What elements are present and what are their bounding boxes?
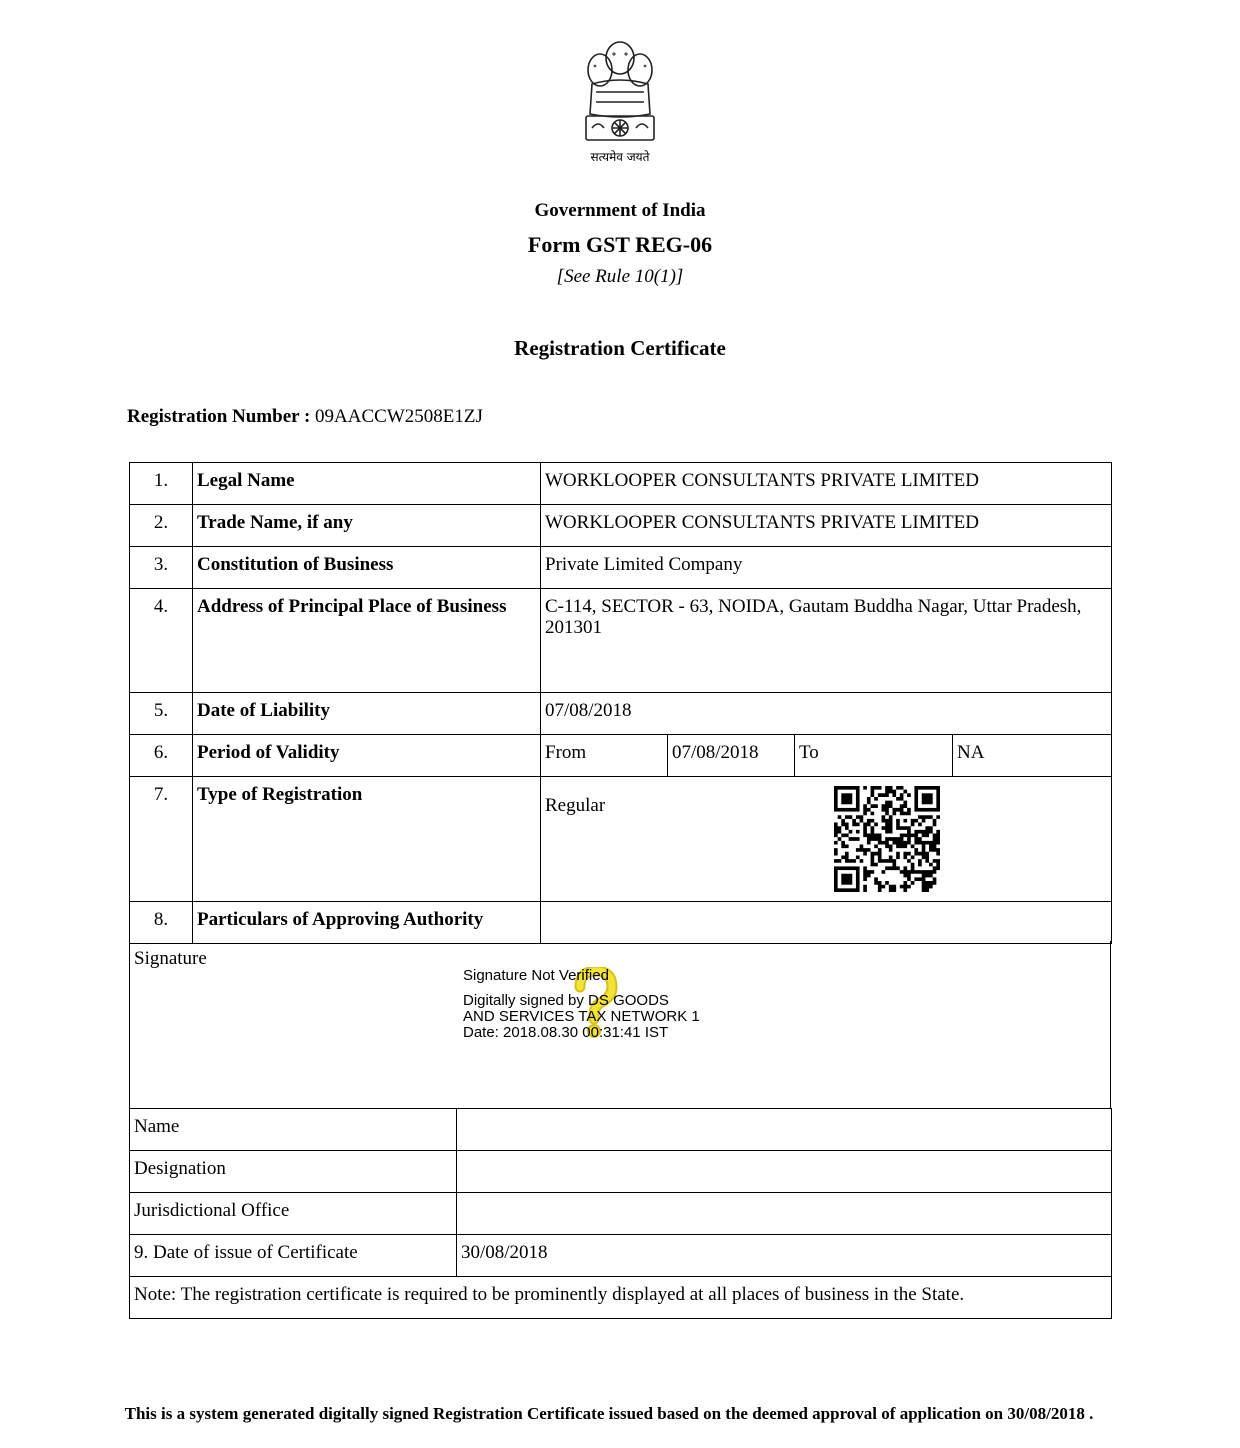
- table-row: [130, 547, 1112, 589]
- row-label: Constitution of Business: [193, 547, 541, 589]
- table-row: [130, 735, 1112, 777]
- authority-label: Designation: [130, 1151, 457, 1193]
- table-row: [130, 693, 1112, 735]
- row-number: 3.: [130, 547, 193, 589]
- signature-section: [129, 941, 1111, 1108]
- system-generated-footer: This is a system generated digitally signed Registration Certificate issued based on the deemed approval of application on 30/08/2018 .: [124, 1404, 1094, 1423]
- digital-signature-block: [463, 968, 700, 1041]
- authority-value: [457, 1109, 1112, 1151]
- table-row: [130, 1277, 1112, 1319]
- display-note: Note: The registration certificate is required to be prominently displayed at all places of business in the State.: [130, 1277, 1112, 1319]
- liability-date-value: 07/08/2018: [541, 693, 1112, 735]
- row-label: Address of Principal Place of Business: [193, 589, 541, 693]
- validity-from-label: From: [541, 735, 668, 777]
- row-label: Particulars of Approving Authority: [193, 902, 541, 944]
- emblem-motto: सत्यमेव जयते: [590, 150, 650, 164]
- authority-label: 9. Date of issue of Certificate: [130, 1235, 457, 1277]
- row-number: 4.: [130, 589, 193, 693]
- signature-date: Date: 2018.08.30 00:31:41 IST: [463, 1024, 669, 1041]
- table-row: [130, 1109, 1112, 1151]
- table-row: [130, 777, 1112, 902]
- row-number: 6.: [130, 735, 193, 777]
- row-number: 7.: [130, 777, 193, 902]
- approving-authority-value: [541, 902, 1112, 944]
- signature-label: Signature: [134, 948, 207, 969]
- table-row: [130, 1193, 1112, 1235]
- validity-to-value: NA: [953, 735, 1112, 777]
- registration-number-label: Registration Number :: [127, 406, 311, 427]
- certificate-title: Registration Certificate: [514, 336, 726, 360]
- row-label: Date of Liability: [193, 693, 541, 735]
- registration-type-value: Regular: [541, 777, 1112, 902]
- row-number: 1.: [130, 463, 193, 505]
- trade-name-value: WORKLOOPER CONSULTANTS PRIVATE LIMITED: [541, 505, 1112, 547]
- table-row: [130, 902, 1112, 944]
- row-number: 8.: [130, 902, 193, 944]
- table-row: [130, 505, 1112, 547]
- registration-number-line: [127, 406, 483, 428]
- validity-from-value: 07/08/2018: [668, 735, 795, 777]
- rule-reference: [See Rule 10(1)]: [556, 266, 684, 287]
- row-label: Trade Name, if any: [193, 505, 541, 547]
- authority-label: Jurisdictional Office: [130, 1193, 457, 1235]
- table-row: [130, 1235, 1112, 1277]
- registration-number-value: 09AACCW2508E1ZJ: [315, 406, 483, 427]
- row-number: 2.: [130, 505, 193, 547]
- legal-name-value: WORKLOOPER CONSULTANTS PRIVATE LIMITED: [541, 463, 1112, 505]
- authority-value: [457, 1193, 1112, 1235]
- row-label: Type of Registration: [193, 777, 541, 902]
- signature-signer-line: AND SERVICES TAX NETWORK 1: [463, 1008, 700, 1025]
- qr-code-icon: [834, 786, 940, 892]
- table-row: [130, 463, 1112, 505]
- authority-label: Name: [130, 1109, 457, 1151]
- row-label: Legal Name: [193, 463, 541, 505]
- constitution-value: Private Limited Company: [541, 547, 1112, 589]
- authority-table: [129, 1108, 1112, 1319]
- address-value: C-114, SECTOR - 63, NOIDA, Gautam Buddha Nagar, Uttar Pradesh, 201301: [541, 589, 1112, 693]
- table-row: [130, 1151, 1112, 1193]
- row-number: 5.: [130, 693, 193, 735]
- form-title: Form GST REG-06: [527, 232, 713, 257]
- issue-date-value: 30/08/2018: [457, 1235, 1112, 1277]
- validity-to-label: To: [795, 735, 953, 777]
- signature-status: Signature Not Verified: [463, 967, 609, 984]
- government-heading: Government of India: [534, 200, 706, 221]
- signature-signer-line: Digitally signed by DS GOODS: [463, 992, 669, 1009]
- row-label: Period of Validity: [193, 735, 541, 777]
- registration-details-table: [129, 462, 1112, 944]
- table-row: [130, 589, 1112, 693]
- authority-value: [457, 1151, 1112, 1193]
